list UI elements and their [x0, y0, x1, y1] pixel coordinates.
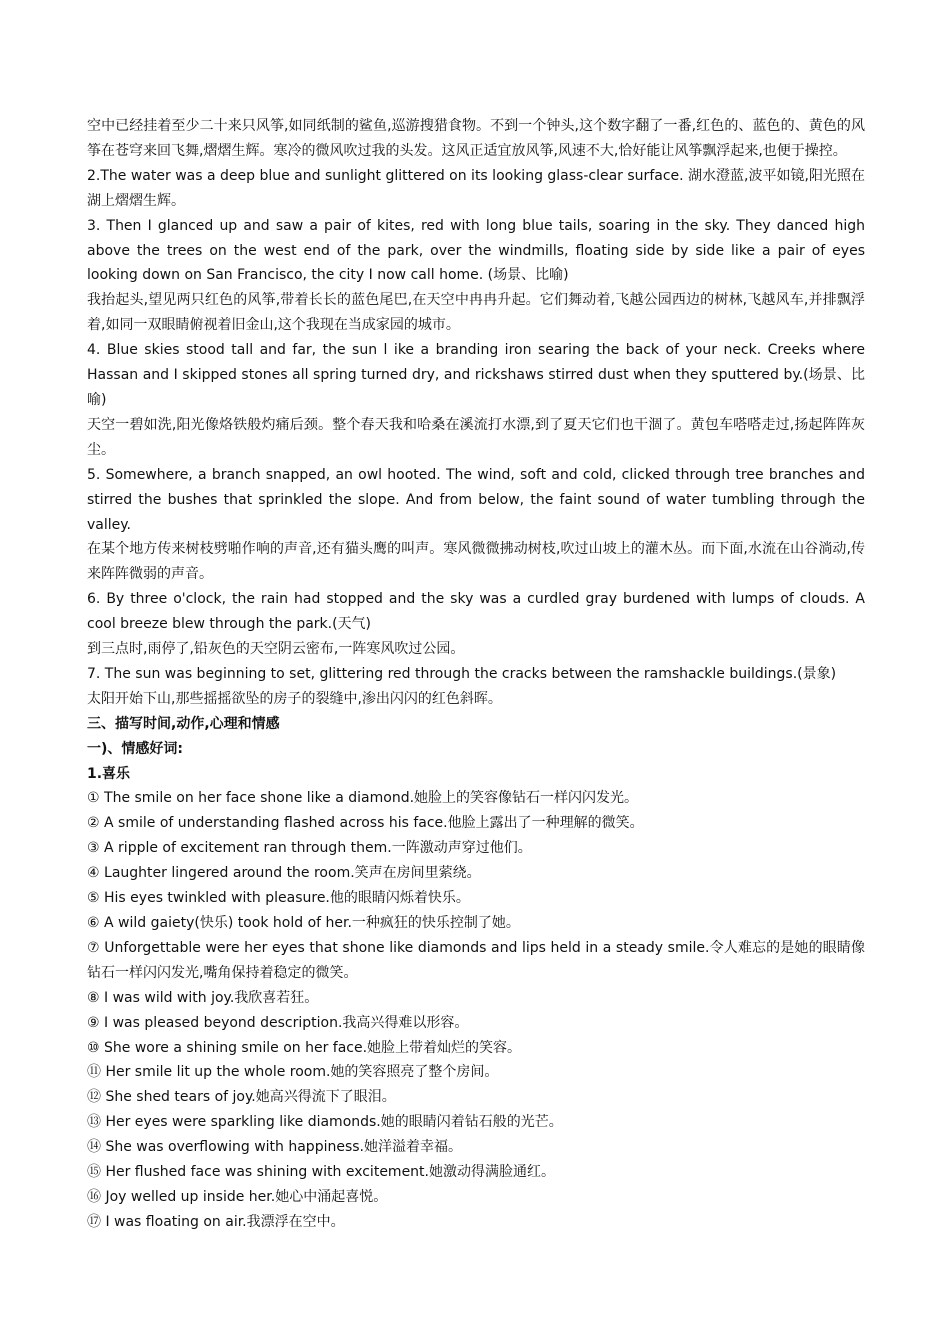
item-text: I was floating on air.我漂浮在空中。 — [105, 1213, 345, 1230]
item-text: She shed tears of joy.她高兴得流下了眼泪。 — [105, 1089, 396, 1106]
category-heading: 1.喜乐 — [87, 765, 131, 782]
item-text: A ripple of excitement ran through them.一阵激动声穿过他们。 — [104, 840, 532, 857]
item-number: ⑩ — [87, 1039, 100, 1056]
list-item — [87, 911, 865, 936]
item-number: ③ — [87, 840, 100, 857]
item-text: Joy welled up inside her.她心中涌起喜悦。 — [105, 1188, 388, 1205]
item-number: ⑭ — [87, 1139, 101, 1156]
item-text: She wore a shining smile on her face.她脸上带着灿烂的笑容。 — [104, 1039, 522, 1056]
item-number: ⑮ — [87, 1164, 101, 1181]
item-text: His eyes twinkled with pleasure.他的眼睛闪烁着快乐。 — [104, 890, 470, 907]
item-number: ⑬ — [87, 1114, 101, 1131]
item-text: Unforgettable were her eyes that shone like diamonds and lips held in a steady smile.令人难忘的是她的眼睛像钻石一样闪闪发光,嘴角保持着稳定的微笑。 — [87, 939, 865, 981]
list-item — [87, 1185, 865, 1210]
paragraph-6: 天空一碧如洗,阳光像烙铁般灼痛后颈。整个春天我和哈桑在溪流打水漂,到了夏天它们也干涸了。黄包车嗒嗒走过,扬起阵阵灰尘。 — [87, 416, 865, 458]
list-item — [87, 1085, 865, 1110]
list-item — [87, 861, 865, 886]
item-text: I was wild with joy.我欣喜若狂。 — [104, 989, 319, 1006]
item-text: She was overflowing with happiness.她洋溢着幸福。 — [105, 1139, 462, 1156]
item-number: ⑯ — [87, 1188, 101, 1205]
item-text: I was pleased beyond description.我高兴得难以形容。 — [104, 1014, 469, 1031]
paragraph-11: 7. The sun was beginning to set, glittering red through the cracks between the ramshackle buildings.(景象) — [87, 665, 837, 682]
paragraph-8: 在某个地方传来树枝劈啪作响的声音,还有猫头鹰的叫声。寒风微微拂动树枝,吹过山坡上的灌木丛。而下面,水流在山谷淌动,传来阵阵微弱的声音。 — [87, 541, 865, 583]
joy-list — [87, 786, 865, 1234]
list-item — [87, 1210, 865, 1235]
item-text: A smile of understanding flashed across his face.他脸上露出了一种理解的微笑。 — [104, 815, 644, 832]
paragraph-5: 4. Blue skies stood tall and far, the sun l ike a branding iron searing the back of your neck. Creeks where Hassan and I skipped stones all spring turned dry, and rickshaws stirred dust when they sputtered by.(场景、比喻) — [87, 342, 865, 408]
list-item — [87, 1060, 865, 1085]
subheading: 一)、情感好词: — [87, 740, 183, 757]
item-text: Her smile lit up the whole room.她的笑容照亮了整个房间。 — [105, 1064, 499, 1081]
item-text: The smile on her face shone like a diamond.她脸上的笑容像钻石一样闪闪发光。 — [104, 790, 639, 807]
paragraph-12: 太阳开始下山,那些摇摇欲坠的房子的裂缝中,渗出闪闪的红色斜晖。 — [87, 690, 502, 707]
paragraph-1: 空中已经挂着至少二十来只风筝,如同纸制的鲨鱼,巡游搜猎食物。不到一个钟头,这个数字翻了一番,红色的、蓝色的、黄色的风筝在苍穹来回飞舞,熠熠生辉。寒冷的微风吹过我的头发。这风正适宜放风筝,风速不大,恰好能让风筝飘浮起来,也便于操控。 — [87, 118, 865, 159]
list-item — [87, 936, 865, 986]
item-text: Laughter lingered around the room.笑声在房间里萦绕。 — [104, 865, 481, 882]
item-number: ④ — [87, 865, 100, 882]
item-number: ⑨ — [87, 1014, 100, 1031]
item-text: Her eyes were sparkling like diamonds.她的眼睛闪着钻石般的光芒。 — [105, 1114, 563, 1131]
list-item — [87, 811, 865, 836]
paragraph-9: 6. By three o'clock, the rain had stopped and the sky was a curdled gray burdened with lumps of clouds. A cool breeze blew through the park.(天气) — [87, 591, 865, 633]
item-number: ⑪ — [87, 1064, 101, 1081]
list-item — [87, 836, 865, 861]
list-item — [87, 1110, 865, 1135]
section-heading: 三、描写时间,动作,心理和情感 — [87, 715, 280, 732]
list-item — [87, 1160, 865, 1185]
list-item — [87, 786, 865, 811]
item-number: ⑰ — [87, 1213, 101, 1230]
document-page — [87, 114, 865, 1235]
paragraph-7: 5. Somewhere, a branch snapped, an owl hooted. The wind, soft and cold, clicked through tree branches and stirred the bushes that sprinkled the slope. And from below, the faint sound of water tumbling through the valley. — [87, 466, 865, 533]
item-text: Her flushed face was shining with excitement.她激动得满脸通红。 — [105, 1164, 555, 1181]
list-item — [87, 886, 865, 911]
item-number: ⑦ — [87, 939, 100, 956]
item-number: ① — [87, 790, 100, 807]
paragraph-10: 到三点时,雨停了,铅灰色的天空阴云密布,一阵寒风吹过公园。 — [87, 641, 465, 658]
item-number: ⑥ — [87, 915, 100, 931]
paragraph-3: 3. Then I glanced up and saw a pair of kites, red with long blue tails, soaring in the sky. They danced high above the trees on the west end of the park, over the windmills, floating side by side like a pair of eyes looking down on San Francisco, the city I now call home. (场景、比喻) — [87, 217, 865, 284]
list-item — [87, 1011, 865, 1036]
item-number: ⑧ — [87, 989, 100, 1006]
list-item — [87, 1135, 865, 1160]
list-item — [87, 986, 865, 1011]
list-item — [87, 1036, 865, 1061]
item-number: ⑤ — [87, 890, 100, 907]
paragraph-4: 我抬起头,望见两只红色的风筝,带着长长的蓝色尾巴,在天空中冉冉升起。它们舞动着,飞越公园西边的树林,飞越风车,并排飘浮着,如同一双眼睛俯视着旧金山,这个我现在当成家园的城市。 — [87, 292, 865, 334]
paragraph-2: 2.The water was a deep blue and sunlight glittered on its looking glass-clear surface. 湖水澄蓝,波平如镜,阳光照在湖上熠熠生辉。 — [87, 167, 865, 209]
item-number: ⑫ — [87, 1089, 101, 1106]
item-number: ② — [87, 815, 100, 832]
item-text: A wild gaiety(快乐) took hold of her.一种疯狂的快乐控制了她。 — [104, 915, 520, 931]
